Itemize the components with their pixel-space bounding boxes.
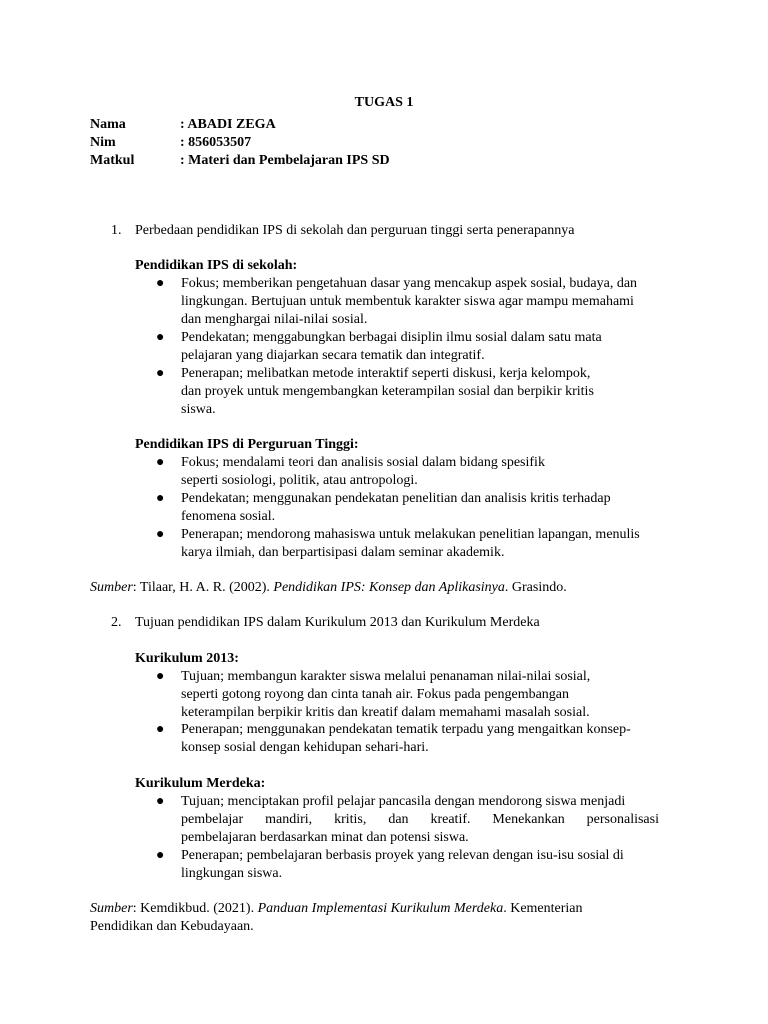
bullet-text bbox=[181, 275, 676, 329]
bullet-line: Fokus; memberikan pengetahuan dasar yang mencakup aspek sosial, budaya, dan bbox=[181, 276, 638, 291]
source-title: Pendidikan IPS: Konsep dan Aplikasinya bbox=[273, 580, 505, 595]
bullet-line: dan menghargai nilai-nilai sosial. bbox=[181, 312, 368, 327]
identity-value: : ABADI ZEGA bbox=[180, 117, 276, 132]
source-citation-1 bbox=[90, 579, 650, 597]
bullet-line: fenomena sosial. bbox=[181, 509, 276, 524]
bullet-text bbox=[181, 454, 676, 490]
bullet-line: pembelajaran berdasarkan minat dan potensi siswa. bbox=[181, 830, 469, 845]
identity-key: Nama bbox=[90, 117, 126, 132]
bullet-line: lingkungan siswa. bbox=[181, 866, 283, 881]
identity-value: : Materi dan Pembelajaran IPS SD bbox=[180, 153, 390, 168]
bullet-icon: ● bbox=[156, 276, 165, 291]
bullet-icon: ● bbox=[156, 455, 165, 470]
identity-key: Nim bbox=[90, 135, 116, 150]
source-author: : Tilaar, H. A. R. (2002). bbox=[132, 580, 274, 595]
bullet-line: Pendekatan; menggabungkan berbagai disiplin ilmu sosial dalam satu mata bbox=[181, 330, 602, 345]
bullet-icon: ● bbox=[156, 366, 165, 381]
bullet-line: Fokus; mendalami teori dan analisis sosial dalam bidang spesifik bbox=[181, 455, 545, 470]
identity-key: Matkul bbox=[90, 153, 135, 168]
bullet-line: seperti gotong royong dan cinta tanah air. Fokus pada pengembangan bbox=[181, 687, 570, 702]
identity-block bbox=[90, 116, 390, 170]
bullet-line: pelajaran yang diajarkan secara tematik dan integratif. bbox=[181, 348, 485, 363]
source-citation-2 bbox=[90, 900, 650, 936]
bullet-line: siswa. bbox=[181, 402, 216, 417]
bullet-icon: ● bbox=[156, 491, 165, 506]
document-title: TUGAS 1 bbox=[354, 95, 414, 110]
source-title: Panduan Implementasi Kurikulum Merdeka bbox=[257, 901, 504, 916]
bullet-line: pembelajar mandiri, kritis, dan kreatif. Menekankan personalisasi bbox=[181, 812, 659, 827]
source-label: Sumber bbox=[90, 580, 133, 595]
bullet-line: Penerapan; pembelajaran berbasis proyek yang relevan dengan isu-isu sosial di bbox=[181, 848, 624, 863]
identity-value: : 856053507 bbox=[180, 135, 252, 150]
identity-row-nama bbox=[90, 116, 390, 134]
section-heading-merdeka: Kurikulum Merdeka: bbox=[135, 776, 266, 791]
bullet-line: Penerapan; melibatkan metode interaktif seperti diskusi, kerja kelompok, bbox=[181, 366, 591, 381]
bullet-line: karya ilmiah, dan berpartisipasi dalam seminar akademik. bbox=[181, 545, 505, 560]
question-number: 1. bbox=[111, 223, 122, 238]
bullet-text bbox=[181, 668, 676, 722]
bullet-line: seperti sosiologi, politik, atau antropologi. bbox=[181, 473, 418, 488]
bullet-line: Tujuan; menciptakan profil pelajar pancasila dengan mendorong siswa menjadi bbox=[181, 794, 626, 809]
section-heading-sekolah: Pendidikan IPS di sekolah: bbox=[135, 258, 298, 273]
section-heading-perguruan-tinggi: Pendidikan IPS di Perguruan Tinggi: bbox=[135, 437, 359, 452]
bullet-icon: ● bbox=[156, 722, 165, 737]
source-publisher: . Grasindo. bbox=[504, 580, 567, 595]
bullet-line: Penerapan; menggunakan pendekatan tematik terpadu yang mengaitkan konsep- bbox=[181, 722, 631, 737]
bullet-line: Tujuan; membangun karakter siswa melalui penanaman nilai-nilai sosial, bbox=[181, 669, 591, 684]
question-text: Perbedaan pendidikan IPS di sekolah dan perguruan tinggi serta penerapannya bbox=[135, 223, 575, 238]
bullet-icon: ● bbox=[156, 848, 165, 863]
bullet-text bbox=[181, 847, 676, 883]
source-line bbox=[90, 900, 650, 918]
bullet-line: Pendekatan; menggunakan pendekatan penelitian dan analisis kritis terhadap bbox=[181, 491, 611, 506]
bullet-line: konsep sosial dengan kehidupan sehari-hari. bbox=[181, 740, 429, 755]
bullet-icon: ● bbox=[156, 794, 165, 809]
question-number: 2. bbox=[111, 615, 122, 630]
source-publisher: . Kementerian bbox=[503, 901, 583, 916]
bullet-text bbox=[181, 329, 676, 365]
bullet-text bbox=[181, 490, 676, 526]
section-heading-k13: Kurikulum 2013: bbox=[135, 651, 239, 666]
source-line: Pendidikan dan Kebudayaan. bbox=[90, 919, 254, 934]
source-author: : Kemdikbud. (2021). bbox=[132, 901, 258, 916]
bullet-text bbox=[181, 721, 676, 757]
identity-row-matkul bbox=[90, 152, 390, 170]
bullet-icon: ● bbox=[156, 669, 165, 684]
bullet-line: Penerapan; mendorong mahasiswa untuk melakukan penelitian lapangan, menulis bbox=[181, 527, 640, 542]
bullet-icon: ● bbox=[156, 330, 165, 345]
bullet-line: dan proyek untuk mengembangkan keterampilan sosial dan berpikir kritis bbox=[181, 384, 594, 399]
identity-row-nim bbox=[90, 134, 390, 152]
bullet-line: lingkungan. Bertujuan untuk membentuk karakter siswa agar mampu memahami bbox=[181, 294, 634, 309]
bullet-text bbox=[181, 526, 676, 562]
bullet-text bbox=[181, 793, 659, 847]
bullet-icon: ● bbox=[156, 527, 165, 542]
bullet-text bbox=[181, 365, 676, 419]
bullet-line: keterampilan berpikir kritis dan kreatif dalam memahami masalah sosial. bbox=[181, 705, 590, 720]
source-label: Sumber bbox=[90, 901, 133, 916]
question-text: Tujuan pendidikan IPS dalam Kurikulum 2013 dan Kurikulum Merdeka bbox=[135, 615, 540, 630]
